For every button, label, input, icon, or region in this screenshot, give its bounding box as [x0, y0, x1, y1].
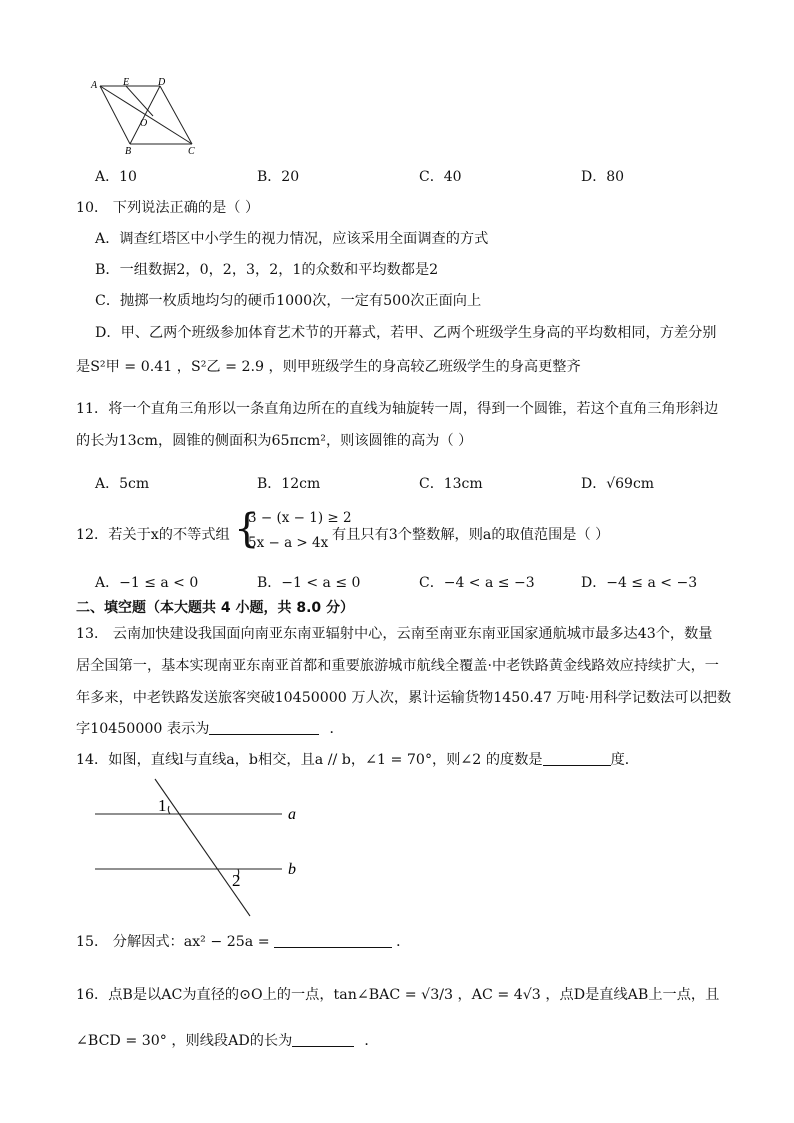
q9-option-d: D．80 — [581, 169, 625, 185]
q13-end-punct: ． — [329, 721, 344, 737]
q9-option-c: C．40 — [419, 169, 462, 185]
fig9-label-E: E — [123, 77, 130, 88]
q10-option-d-line2: 是S²甲 = 0.41 ，S²乙 = 2.9 ，则甲班级学生的身高较乙班级学生的身高更整齐 — [76, 359, 581, 375]
q9-option-b: B．20 — [257, 169, 300, 185]
q11-line1: 11．将一个直角三角形以一条直角边所在的直线为轴旋转一周，得到一个圆锥，若这个直角三角形斜边 — [76, 401, 719, 417]
q15-stem-text: 15． 分解因式：ax² − 25a = — [76, 934, 275, 950]
q12-inequality-2: 5x − a > 4x — [248, 535, 329, 551]
q13-line3: 年多来，中老铁路发送旅客突破10450000 万人次，累计运输货物1450.47 万吨·用科学记数法可以把数 — [76, 690, 732, 706]
q14-stem — [76, 749, 639, 769]
q13-line1: 13． 云南加快建设我国面向南亚东南亚辐射中心，云南至南亚东南亚国家通航城市最多达43个，数量 — [76, 626, 713, 642]
q12-option-d: D．−4 ≤ a < −3 — [581, 575, 698, 591]
q12-system-brace: { — [234, 506, 260, 552]
fig14-angle-2-label: 2 — [232, 871, 241, 890]
q12-option-c: C．−4 < a ≤ −3 — [419, 575, 535, 591]
q10-stem: 10． 下列说法正确的是（ ） — [76, 200, 260, 216]
q16-end-punct: ． — [364, 1033, 379, 1049]
section-2-heading: 二、填空题（本大题共 4 小题，共 8.0 分） — [76, 600, 355, 616]
fig9-label-A: A — [91, 80, 98, 91]
fig9-label-D: D — [158, 77, 166, 88]
q13-line2: 居全国第一，基本实现南亚东南亚首都和重要旅游城市航线全覆盖·中老铁路黄金线路效应持续扩大，一 — [76, 658, 719, 674]
fig14-line-b-label: b — [288, 861, 296, 878]
q15-answer-blank[interactable] — [274, 933, 392, 948]
q11-option-d: D．√69cm — [581, 476, 655, 492]
q16-line2 — [76, 1030, 379, 1050]
q14-stem-end: 度． — [610, 752, 639, 768]
q11-line2: 的长为13cm，圆锥的侧面积为65πcm²，则该圆锥的高为（ ） — [76, 433, 473, 449]
fig14-line-a-label: a — [288, 806, 296, 823]
q10-option-d-line1: D．甲、乙两个班级参加体育艺术节的开幕式，若甲、乙两个班级学生身高的平均数相同，方差分别 — [95, 325, 717, 341]
q12-option-b: B．−1 < a ≤ 0 — [257, 575, 361, 591]
q15-end-punct: ． — [396, 934, 411, 950]
q11-option-c: C．13cm — [419, 476, 483, 492]
q10-option-b: B．一组数据2，0，2，3，2，1的众数和平均数都是2 — [95, 262, 439, 278]
q14-parallel-lines-figure — [90, 776, 320, 921]
q12-suffix: 有且只有3个整数解，则a的取值范围是（ ） — [332, 527, 610, 543]
q11-option-b: B．12cm — [257, 476, 321, 492]
q9-rhombus-figure — [88, 76, 208, 156]
q13-line4 — [76, 718, 344, 738]
q13-line4-text: 字10450000 表示为 — [76, 721, 210, 737]
q16-answer-blank[interactable] — [292, 1032, 354, 1047]
q16-line1: 16．点B是以AC为直径的⊙O上的一点，tan∠BAC = √3/3 ，AC = 4√3 ，点D是直线AB上一点，且 — [76, 987, 720, 1003]
q15-stem — [76, 931, 410, 951]
q13-answer-blank[interactable] — [209, 720, 319, 735]
q10-option-a: A．调查红塔区中小学生的视力情况，应该采用全面调查的方式 — [95, 231, 489, 247]
q12-prefix: 12．若关于x的不等式组 — [76, 527, 230, 543]
q14-stem-text: 14．如图，直线l与直线a，b相交，且a // b，∠1 = 70°，则∠2 的度数是 — [76, 752, 543, 768]
q11-option-a: A．5cm — [95, 476, 150, 492]
fig9-label-B: B — [125, 146, 132, 156]
fig14-angle-1-label: 1 — [158, 796, 167, 815]
q12-inequality-1: 3 − (x − 1) ≥ 2 — [248, 510, 352, 526]
fig9-label-O: O — [140, 118, 148, 129]
q16-line2-text: ∠BCD = 30° ，则线段AD的长为 — [76, 1033, 293, 1049]
q9-option-a: A．10 — [95, 169, 137, 185]
q10-option-c: C．抛掷一枚质地均匀的硬币1000次，一定有500次正面向上 — [95, 293, 482, 309]
q14-answer-blank[interactable] — [543, 751, 611, 766]
fig9-label-C: C — [188, 146, 195, 156]
q12-option-a: A．−1 ≤ a < 0 — [95, 575, 199, 591]
